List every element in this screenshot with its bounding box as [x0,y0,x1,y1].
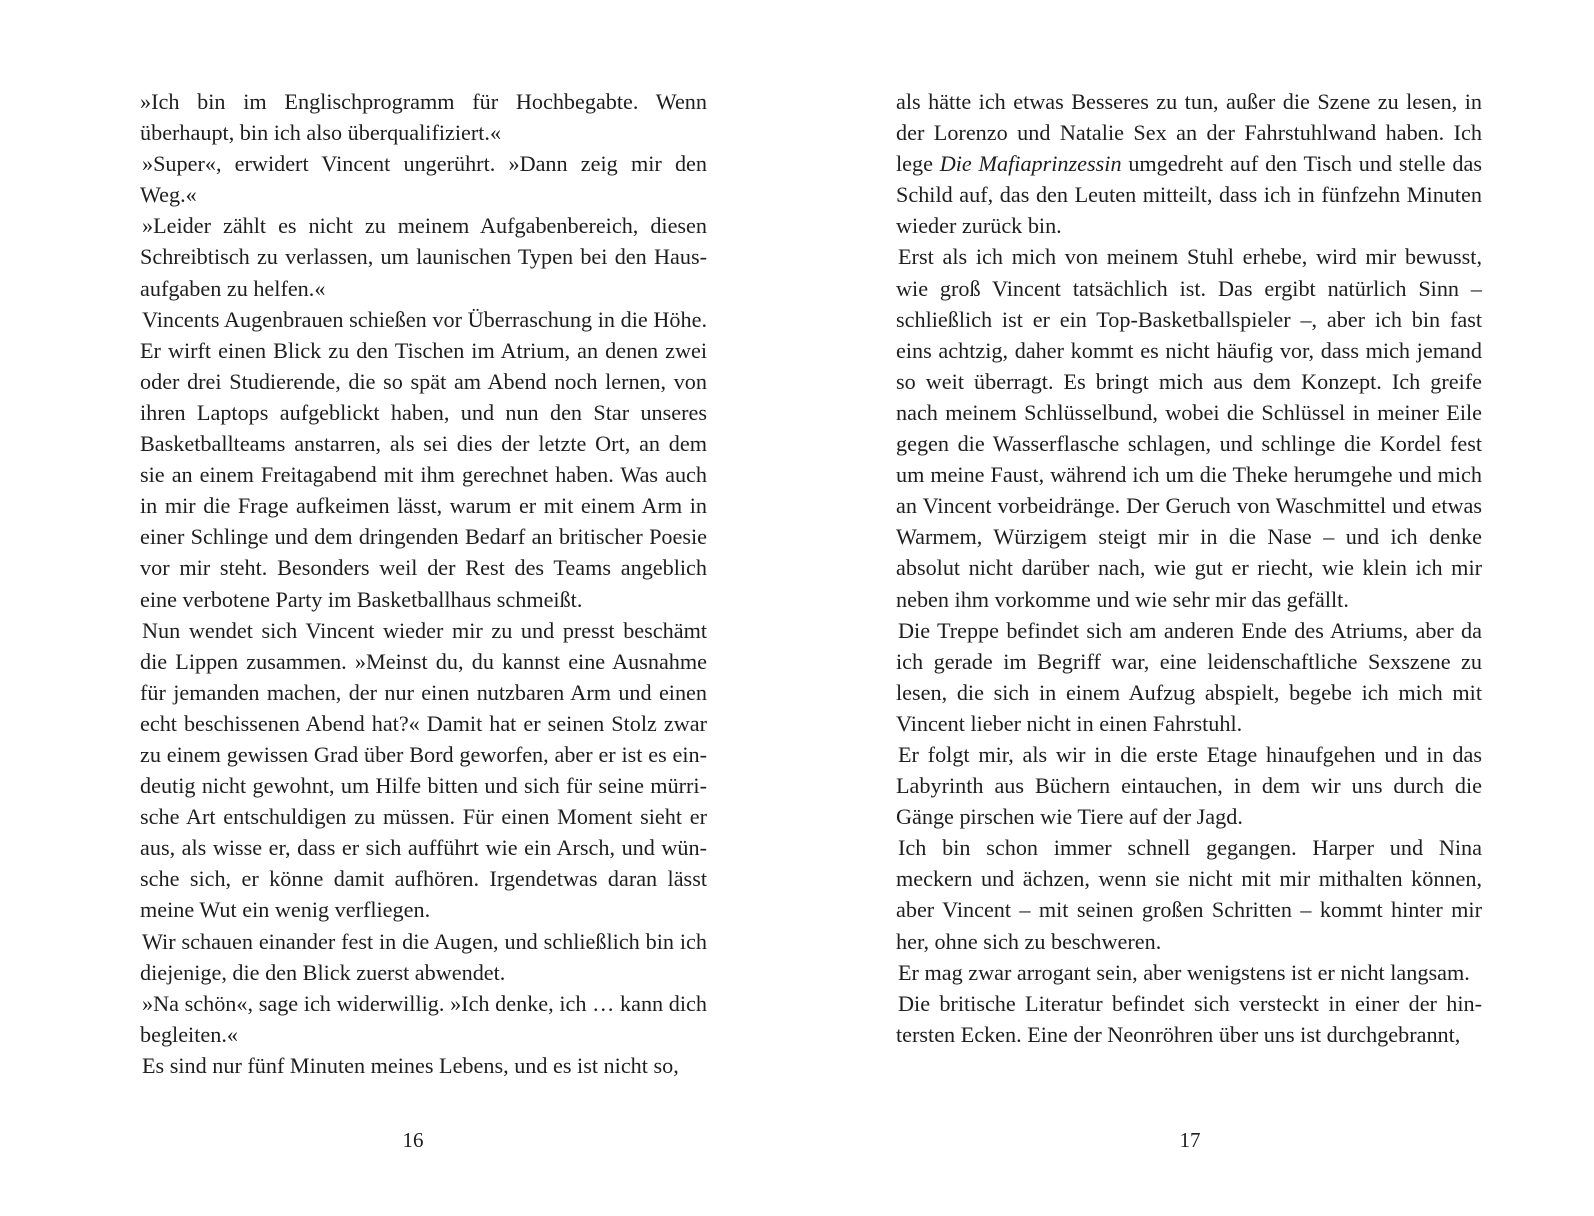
paragraph: Es sind nur fünf Minuten meines Lebens, und es ist nicht so, [142,1052,679,1078]
paragraph: Vincents Augenbrauen schießen vor Überraschung in die Höhe. Er wirft einen Blick zu den Tischen im Atrium, an denen zwei oder drei Studierende, die so spät am Abend noch lernen, von ihren Laptops aufgeblickt haben, und nun den Star unseres Basketballteams anstarren, als sei dies der letzte Ort, an dem sie an einem Freitagabend mit ihm gerechnet haben. Was auch in mir die Frage aufkeimen lässt, warum er mit einem Arm in einer Schlinge und dem dringenden Bedarf an britischer Poesie vor mir steht. Besonders weil der Rest des Teams angeblich eine verbotene Party im Basketballhaus schmeißt. [140,306,707,612]
right-page [896,86,1482,1050]
paragraph: Die britische Literatur befindet sich versteckt in einer der hintersten Ecken. Eine der Neonröhren über uns ist durchgebrannt, [896,990,1482,1047]
left-page [140,86,707,1081]
paragraph [896,86,1482,241]
paragraph: Die Treppe befindet sich am anderen Ende des Atriums, aber da ich gerade im Begriff war, eine leidenschaftliche Sexszene zu lesen, die sich in einem Aufzug abspielt, begebe ich mich mit Vincent lieber nicht in einen Fahrstuhl. [896,617,1482,736]
page-number-right: 17 [1179,1128,1201,1152]
paragraph: Nun wendet sich Vincent wieder mir zu und presst beschämt die Lippen zusammen. »Meinst du, du kannst eine Ausnahme für jemanden machen, der nur einen nutzbaren Arm und einen echt beschissenen Abend hat?« Damit hat er seinen Stolz zwar zu einem gewissen Grad über Bord geworfen, aber er ist es eindeutig nicht gewohnt, um Hilfe bitten und sich für seine mürrische Art entschuldigen zu müssen. Für einen Moment sieht er aus, als wisse er, dass er sich aufführt wie ein Arsch, und wünsche sich, er könne damit aufhören. Irgendetwas daran lässt meine Wut ein wenig verfliegen. [140,617,707,923]
paragraph: »Na schön«, sage ich widerwillig. »Ich denke, ich … kann dich begleiten.« [140,990,707,1047]
text-segment: umgedreht auf den Tisch und stelle das Schild auf, das den Leuten mitteilt, dass ich in fünfzehn Minuten wieder zurück bin. [896,151,1482,239]
text-segment: als hätte ich etwas Besseres zu tun, außer die Szene zu lesen, in der Lorenzo und Natalie Sex an der Fahrstuhlwand haben. Ich lege [896,89,1482,177]
paragraph: Erst als ich mich von meinem Stuhl erhebe, wird mir bewusst, wie groß Vincent tatsächlich ist. Das ergibt natürlich Sinn – schließlich ist er ein Top-Basketballspieler –, aber ich bin fast eins achtzig, daher kommt es nicht häufig vor, dass mich jemand so weit überragt. Es bringt mich aus dem Konzept. Ich greife nach meinem Schlüsselbund, wobei die Schlüssel in meiner Eile gegen die Wasserflasche schlagen, und schlinge die Kordel fest um meine Faust, während ich um die Theke herumgehe und mich an Vincent vorbeidränge. Der Geruch von Waschmittel und etwas Warmem, Würzigem steigt mir in die Nase – und ich denke absolut nicht darüber nach, wie gut er riecht, wie klein ich mir neben ihm vorkomme und wie sehr mir das gefällt. [896,244,1482,612]
paragraph: Er folgt mir, als wir in die erste Etage hinaufgehen und in das Labyrinth aus Büchern eintauchen, in dem wir uns durch die Gänge pirschen wie Tiere auf der Jagd. [896,741,1482,830]
paragraph: Wir schauen einander fest in die Augen, und schließlich bin ich diejenige, die den Blick zuerst abwendet. [140,928,707,985]
page-number-left: 16 [402,1128,424,1152]
paragraph: »Super«, erwidert Vincent ungerührt. »Dann zeig mir den Weg.« [140,151,707,208]
paragraph: Er mag zwar arrogant sein, aber wenigstens ist er nicht langsam. [898,959,1470,985]
paragraph: »Ich bin im Englischprogramm für Hochbegabte. Wenn überhaupt, bin ich also überqualifiziert.« [140,89,707,146]
paragraph: »Leider zählt es nicht zu meinem Aufgabenbereich, diesen Schreibtisch zu verlassen, um launischen Typen bei den Hausaufgaben zu helfen.« [140,213,707,301]
paragraph: Ich bin schon immer schnell gegangen. Harper und Nina meckern und ächzen, wenn sie nicht mit mir mithalten können, aber Vincent – mit seinen großen Schritten – kommt hinter mir her, ohne sich zu beschweren. [896,835,1482,954]
book-title: Die Mafiaprinzessin [939,151,1122,177]
